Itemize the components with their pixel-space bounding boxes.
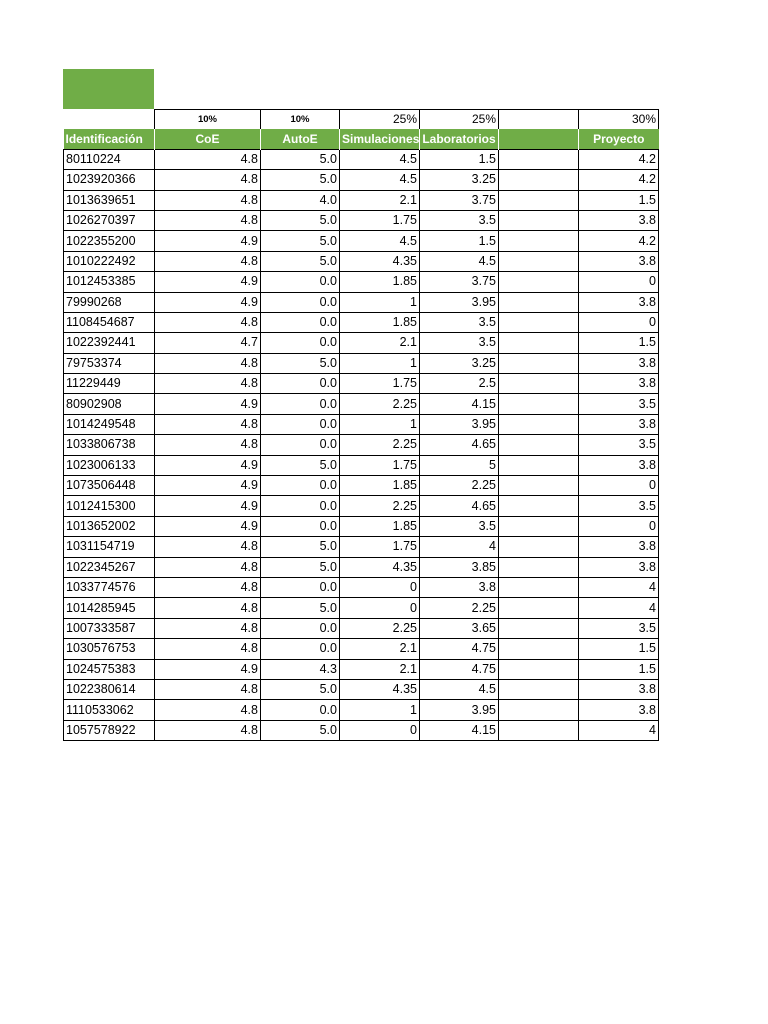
table-row (64, 577, 659, 597)
table-row (64, 312, 659, 332)
weight-laboratorios: 25% (420, 110, 499, 130)
cell-blank (499, 496, 579, 516)
table-row (64, 149, 659, 169)
cell-identificacion: 1026270397 (64, 210, 155, 230)
cell-autoe: 5.0 (261, 170, 340, 190)
cell-laboratorios: 4.5 (420, 679, 499, 699)
weight-cell-empty (64, 110, 155, 130)
cell-coe: 4.9 (155, 272, 261, 292)
cell-proyecto: 3.8 (579, 353, 659, 373)
cell-proyecto: 4.2 (579, 149, 659, 169)
cell-laboratorios: 4.75 (420, 639, 499, 659)
cell-simulaciones: 4.5 (340, 149, 420, 169)
cell-laboratorios: 4 (420, 537, 499, 557)
cell-blank (499, 618, 579, 638)
cell-autoe: 4.3 (261, 659, 340, 679)
cell-simulaciones: 2.1 (340, 190, 420, 210)
cell-autoe: 0.0 (261, 496, 340, 516)
cell-simulaciones: 1.75 (340, 374, 420, 394)
cell-blank (499, 435, 579, 455)
cell-simulaciones: 0 (340, 720, 420, 740)
cell-simulaciones: 2.25 (340, 618, 420, 638)
table-row (64, 353, 659, 373)
cell-proyecto: 3.5 (579, 394, 659, 414)
table-row (64, 292, 659, 312)
cell-simulaciones: 4.35 (340, 251, 420, 271)
cell-proyecto: 3.8 (579, 414, 659, 434)
cell-proyecto: 3.5 (579, 496, 659, 516)
cell-simulaciones: 1.85 (340, 476, 420, 496)
table-row (64, 190, 659, 210)
cell-autoe: 5.0 (261, 679, 340, 699)
cell-proyecto: 3.5 (579, 618, 659, 638)
cell-blank (499, 659, 579, 679)
table-row (64, 394, 659, 414)
cell-blank (499, 557, 579, 577)
table-row (64, 496, 659, 516)
cell-autoe: 0.0 (261, 374, 340, 394)
cell-coe: 4.8 (155, 353, 261, 373)
weight-autoe: 10% (261, 110, 340, 130)
cell-identificacion: 1022392441 (64, 333, 155, 353)
header-row (64, 129, 659, 149)
cell-identificacion: 1057578922 (64, 720, 155, 740)
cell-autoe: 5.0 (261, 598, 340, 618)
cell-proyecto: 3.5 (579, 435, 659, 455)
cell-coe: 4.8 (155, 720, 261, 740)
header-autoe: AutoE (261, 129, 340, 149)
cell-autoe: 0.0 (261, 618, 340, 638)
cell-identificacion: 80110224 (64, 149, 155, 169)
cell-identificacion: 1023006133 (64, 455, 155, 475)
cell-identificacion: 1024575383 (64, 659, 155, 679)
cell-proyecto: 3.8 (579, 679, 659, 699)
cell-autoe: 0.0 (261, 516, 340, 536)
cell-blank (499, 292, 579, 312)
cell-coe: 4.9 (155, 394, 261, 414)
cell-laboratorios: 4.15 (420, 720, 499, 740)
cell-proyecto: 1.5 (579, 659, 659, 679)
cell-laboratorios: 3.95 (420, 414, 499, 434)
cell-proyecto: 1.5 (579, 639, 659, 659)
cell-blank (499, 353, 579, 373)
cell-laboratorios: 3.5 (420, 333, 499, 353)
cell-blank (499, 577, 579, 597)
cell-identificacion: 79753374 (64, 353, 155, 373)
cell-blank (499, 537, 579, 557)
cell-blank (499, 516, 579, 536)
cell-blank (499, 312, 579, 332)
cell-identificacion: 79990268 (64, 292, 155, 312)
table-row (64, 659, 659, 679)
cell-laboratorios: 3.95 (420, 700, 499, 720)
cell-identificacion: 1014249548 (64, 414, 155, 434)
cell-simulaciones: 4.5 (340, 231, 420, 251)
cell-laboratorios: 3.85 (420, 557, 499, 577)
cell-autoe: 5.0 (261, 557, 340, 577)
cell-laboratorios: 2.25 (420, 598, 499, 618)
cell-proyecto: 3.8 (579, 292, 659, 312)
cell-simulaciones: 1 (340, 700, 420, 720)
cell-identificacion: 1013652002 (64, 516, 155, 536)
cell-coe: 4.8 (155, 312, 261, 332)
cell-proyecto: 4 (579, 598, 659, 618)
cell-autoe: 5.0 (261, 231, 340, 251)
cell-blank (499, 598, 579, 618)
cell-simulaciones: 4.35 (340, 557, 420, 577)
cell-identificacion: 1007333587 (64, 618, 155, 638)
cell-simulaciones: 1.85 (340, 272, 420, 292)
cell-blank (499, 700, 579, 720)
cell-blank (499, 170, 579, 190)
cell-proyecto: 3.8 (579, 557, 659, 577)
table-row (64, 455, 659, 475)
cell-identificacion: 1013639651 (64, 190, 155, 210)
cell-identificacion: 1022345267 (64, 557, 155, 577)
cell-coe: 4.8 (155, 557, 261, 577)
table-row (64, 720, 659, 740)
cell-autoe: 0.0 (261, 435, 340, 455)
cell-identificacion: 1010222492 (64, 251, 155, 271)
cell-coe: 4.8 (155, 149, 261, 169)
cell-blank (499, 251, 579, 271)
cell-blank (499, 374, 579, 394)
table-row (64, 333, 659, 353)
weight-proyecto: 30% (579, 110, 659, 130)
table-row (64, 618, 659, 638)
cell-identificacion: 1110533062 (64, 700, 155, 720)
cell-blank (499, 476, 579, 496)
cell-autoe: 5.0 (261, 353, 340, 373)
cell-laboratorios: 3.65 (420, 618, 499, 638)
table-row (64, 476, 659, 496)
weight-blank (499, 110, 579, 130)
cell-laboratorios: 3.75 (420, 272, 499, 292)
cell-coe: 4.8 (155, 598, 261, 618)
cell-laboratorios: 4.65 (420, 435, 499, 455)
cell-proyecto: 3.8 (579, 251, 659, 271)
cell-proyecto: 4.2 (579, 170, 659, 190)
header-identificacion: Identificación (64, 129, 155, 149)
cell-blank (499, 414, 579, 434)
table-row (64, 537, 659, 557)
cell-identificacion: 1033774576 (64, 577, 155, 597)
cell-blank (499, 679, 579, 699)
cell-identificacion: 1012415300 (64, 496, 155, 516)
table-row (64, 374, 659, 394)
cell-simulaciones: 2.1 (340, 639, 420, 659)
cell-simulaciones: 0 (340, 577, 420, 597)
cell-identificacion: 1012453385 (64, 272, 155, 292)
cell-simulaciones: 1.75 (340, 455, 420, 475)
cell-laboratorios: 5 (420, 455, 499, 475)
cell-identificacion: 1031154719 (64, 537, 155, 557)
cell-blank (499, 720, 579, 740)
cell-coe: 4.9 (155, 659, 261, 679)
cell-identificacion: 1022355200 (64, 231, 155, 251)
cell-coe: 4.9 (155, 455, 261, 475)
cell-autoe: 0.0 (261, 312, 340, 332)
header-simulaciones: Simulaciones (340, 129, 420, 149)
cell-identificacion: 1033806738 (64, 435, 155, 455)
cell-coe: 4.7 (155, 333, 261, 353)
cell-blank (499, 639, 579, 659)
weights-row (64, 110, 659, 130)
cell-coe: 4.8 (155, 537, 261, 557)
cell-blank (499, 394, 579, 414)
cell-coe: 4.9 (155, 476, 261, 496)
cell-blank (499, 190, 579, 210)
cell-autoe: 5.0 (261, 455, 340, 475)
cell-autoe: 5.0 (261, 720, 340, 740)
cell-proyecto: 4.2 (579, 231, 659, 251)
cell-coe: 4.8 (155, 577, 261, 597)
cell-autoe: 0.0 (261, 700, 340, 720)
cell-coe: 4.9 (155, 516, 261, 536)
cell-simulaciones: 4.5 (340, 170, 420, 190)
table-row (64, 272, 659, 292)
cell-simulaciones: 0 (340, 598, 420, 618)
cell-identificacion: 1023920366 (64, 170, 155, 190)
cell-autoe: 5.0 (261, 210, 340, 230)
cell-coe: 4.8 (155, 435, 261, 455)
cell-coe: 4.8 (155, 210, 261, 230)
cell-simulaciones: 1 (340, 353, 420, 373)
cell-simulaciones: 1 (340, 292, 420, 312)
table-row (64, 170, 659, 190)
grades-table (63, 109, 659, 741)
cell-autoe: 5.0 (261, 537, 340, 557)
cell-autoe: 4.0 (261, 190, 340, 210)
cell-identificacion: 1030576753 (64, 639, 155, 659)
cell-simulaciones: 4.35 (340, 679, 420, 699)
cell-laboratorios: 1.5 (420, 149, 499, 169)
cell-autoe: 0.0 (261, 272, 340, 292)
header-proyecto: Proyecto (579, 129, 659, 149)
cell-blank (499, 149, 579, 169)
cell-laboratorios: 4.75 (420, 659, 499, 679)
cell-laboratorios: 2.25 (420, 476, 499, 496)
cell-laboratorios: 3.8 (420, 577, 499, 597)
cell-simulaciones: 2.25 (340, 394, 420, 414)
cell-laboratorios: 3.75 (420, 190, 499, 210)
cell-laboratorios: 4.15 (420, 394, 499, 414)
table-row (64, 251, 659, 271)
cell-simulaciones: 2.1 (340, 659, 420, 679)
cell-coe: 4.8 (155, 700, 261, 720)
cell-laboratorios: 3.25 (420, 353, 499, 373)
cell-coe: 4.8 (155, 170, 261, 190)
cell-blank (499, 333, 579, 353)
table-row (64, 414, 659, 434)
cell-proyecto: 0 (579, 272, 659, 292)
cell-laboratorios: 4.65 (420, 496, 499, 516)
cell-simulaciones: 1.85 (340, 312, 420, 332)
cell-simulaciones: 2.25 (340, 435, 420, 455)
cell-coe: 4.9 (155, 292, 261, 312)
cell-proyecto: 3.8 (579, 537, 659, 557)
weight-coe: 10% (155, 110, 261, 130)
cell-proyecto: 1.5 (579, 333, 659, 353)
table-row (64, 210, 659, 230)
table-row (64, 639, 659, 659)
cell-laboratorios: 3.25 (420, 170, 499, 190)
cell-simulaciones: 1.75 (340, 210, 420, 230)
cell-blank (499, 272, 579, 292)
cell-coe: 4.8 (155, 374, 261, 394)
cell-laboratorios: 3.5 (420, 516, 499, 536)
cell-autoe: 0.0 (261, 394, 340, 414)
cell-coe: 4.9 (155, 496, 261, 516)
cell-simulaciones: 1 (340, 414, 420, 434)
table-row (64, 679, 659, 699)
cell-simulaciones: 2.25 (340, 496, 420, 516)
cell-laboratorios: 3.5 (420, 210, 499, 230)
cell-identificacion: 1022380614 (64, 679, 155, 699)
cell-autoe: 5.0 (261, 251, 340, 271)
cell-laboratorios: 4.5 (420, 251, 499, 271)
cell-autoe: 0.0 (261, 577, 340, 597)
cell-simulaciones: 1.75 (340, 537, 420, 557)
cell-autoe: 0.0 (261, 333, 340, 353)
table-row (64, 231, 659, 251)
cell-laboratorios: 3.5 (420, 312, 499, 332)
table-row (64, 557, 659, 577)
cell-identificacion: 11229449 (64, 374, 155, 394)
cell-proyecto: 3.8 (579, 374, 659, 394)
cell-proyecto: 0 (579, 516, 659, 536)
cell-coe: 4.8 (155, 190, 261, 210)
cell-simulaciones: 1.85 (340, 516, 420, 536)
cell-simulaciones: 2.1 (340, 333, 420, 353)
cell-coe: 4.8 (155, 251, 261, 271)
table-row (64, 516, 659, 536)
cell-coe: 4.9 (155, 231, 261, 251)
weight-simulaciones: 25% (340, 110, 420, 130)
cell-identificacion: 1073506448 (64, 476, 155, 496)
cell-laboratorios: 2.5 (420, 374, 499, 394)
green-header-block (63, 69, 154, 109)
cell-proyecto: 3.8 (579, 700, 659, 720)
cell-autoe: 0.0 (261, 639, 340, 659)
cell-coe: 4.8 (155, 679, 261, 699)
table-row (64, 700, 659, 720)
cell-coe: 4.8 (155, 639, 261, 659)
cell-laboratorios: 1.5 (420, 231, 499, 251)
cell-proyecto: 3.8 (579, 455, 659, 475)
cell-blank (499, 210, 579, 230)
cell-autoe: 0.0 (261, 476, 340, 496)
cell-coe: 4.8 (155, 414, 261, 434)
cell-proyecto: 4 (579, 577, 659, 597)
header-laboratorios: Laboratorios (420, 129, 499, 149)
cell-autoe: 0.0 (261, 414, 340, 434)
cell-proyecto: 1.5 (579, 190, 659, 210)
cell-blank (499, 455, 579, 475)
cell-proyecto: 4 (579, 720, 659, 740)
cell-blank (499, 231, 579, 251)
cell-identificacion: 1014285945 (64, 598, 155, 618)
cell-proyecto: 0 (579, 312, 659, 332)
cell-autoe: 5.0 (261, 149, 340, 169)
header-coe: CoE (155, 129, 261, 149)
cell-identificacion: 80902908 (64, 394, 155, 414)
cell-laboratorios: 3.95 (420, 292, 499, 312)
header-blank (499, 129, 579, 149)
cell-identificacion: 1108454687 (64, 312, 155, 332)
table-row (64, 598, 659, 618)
cell-coe: 4.8 (155, 618, 261, 638)
cell-proyecto: 3.8 (579, 210, 659, 230)
table-row (64, 435, 659, 455)
cell-autoe: 0.0 (261, 292, 340, 312)
cell-proyecto: 0 (579, 476, 659, 496)
